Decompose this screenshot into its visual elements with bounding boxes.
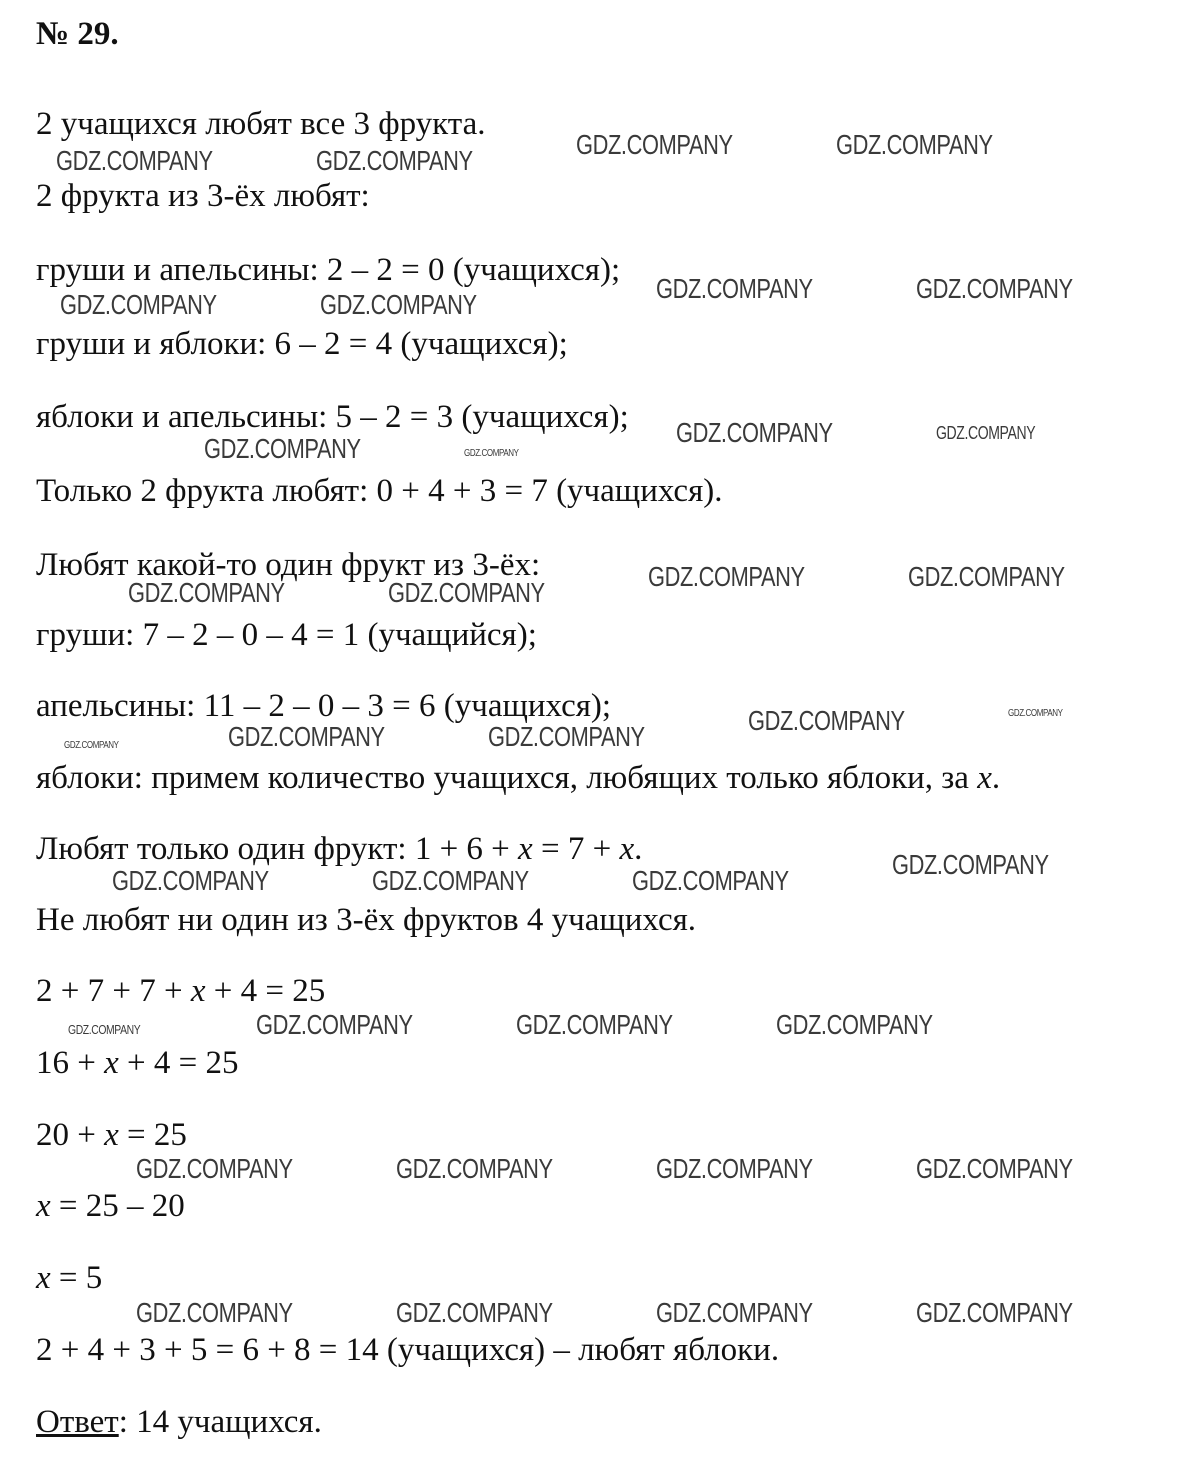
text-line: апельсины: 11 – 2 – 0 – 3 = 6 (учащихся); [36, 688, 612, 724]
text-line: 2 + 4 + 3 + 5 = 6 + 8 = 14 (учащихся) – любят яблоки. [36, 1332, 780, 1368]
variable-x: x [518, 831, 533, 867]
text-line: Только 2 фрукта любят: 0 + 4 + 3 = 7 (учащихся). [36, 473, 723, 509]
watermark: GDZ.COMPANY [576, 129, 733, 160]
watermark: GDZ.COMPANY [656, 1153, 813, 1184]
watermark: GDZ.COMPANY [676, 417, 833, 448]
watermark: GDZ.COMPANY [320, 289, 477, 320]
watermark: GDZ.COMPANY [56, 145, 213, 176]
text-line: груши и апельсины: 2 – 2 = 0 (учащихся); [36, 252, 621, 288]
text-line [36, 829, 642, 869]
text-segment: Любят только один фрукт: 1 + 6 + [36, 831, 519, 867]
watermark: GDZ.COMPANY [136, 1153, 293, 1184]
watermark: GDZ.COMPANY [936, 423, 1036, 443]
answer-line [36, 1402, 322, 1442]
text-line: яблоки и апельсины: 5 – 2 = 3 (учащихся); [36, 399, 629, 435]
variable-x: x [36, 1260, 51, 1296]
watermark: GDZ.COMPANY [64, 740, 119, 751]
text-line [36, 758, 1000, 798]
text-segment: = 5 [50, 1260, 103, 1296]
watermark: GDZ.COMPANY [112, 865, 269, 896]
text-line: груши и яблоки: 6 – 2 = 4 (учащихся); [36, 326, 568, 362]
watermark: GDZ.COMPANY [836, 129, 993, 160]
equation-line [36, 1043, 239, 1083]
watermark: GDZ.COMPANY [632, 865, 789, 896]
variable-x: x [190, 973, 206, 1009]
equation-line [36, 1186, 185, 1226]
watermark: GDZ.COMPANY [464, 448, 519, 459]
watermark: GDZ.COMPANY [388, 577, 545, 608]
answer-value: : 14 учащихся. [118, 1404, 322, 1440]
watermark: GDZ.COMPANY [136, 1297, 293, 1328]
text-line: груши: 7 – 2 – 0 – 4 = 1 (учащийся); [36, 617, 537, 653]
watermark: GDZ.COMPANY [892, 849, 1049, 880]
watermark: GDZ.COMPANY [396, 1153, 553, 1184]
watermark: GDZ.COMPANY [916, 1297, 1073, 1328]
watermark: GDZ.COMPANY [256, 1009, 413, 1040]
watermark: GDZ.COMPANY [316, 145, 473, 176]
text-segment: = 7 + [532, 831, 620, 867]
watermark: GDZ.COMPANY [204, 433, 361, 464]
text-segment: + 4 = 25 [205, 973, 326, 1009]
variable-x: x [104, 1045, 119, 1081]
text-segment: . [634, 831, 643, 867]
watermark: GDZ.COMPANY [776, 1009, 933, 1040]
text-segment: яблоки: примем количество учащихся, любящих только яблоки, за [36, 760, 978, 796]
text-line: Не любят ни один из 3-ёх фруктов 4 учащихся. [36, 902, 697, 938]
equation-line [36, 971, 325, 1011]
watermark: GDZ.COMPANY [656, 1297, 813, 1328]
problem-number: № 29. [36, 16, 119, 52]
watermark: GDZ.COMPANY [516, 1009, 673, 1040]
text-segment: 16 + [36, 1045, 105, 1081]
watermark: GDZ.COMPANY [372, 865, 529, 896]
watermark: GDZ.COMPANY [396, 1297, 553, 1328]
text-segment: + 4 = 25 [118, 1045, 239, 1081]
watermark: GDZ.COMPANY [648, 561, 805, 592]
watermark: GDZ.COMPANY [1008, 708, 1063, 719]
watermark: GDZ.COMPANY [128, 577, 285, 608]
watermark: GDZ.COMPANY [488, 721, 645, 752]
text-segment: 2 + 7 + 7 + [36, 973, 191, 1009]
text-segment: . [991, 760, 1001, 796]
watermark: GDZ.COMPANY [908, 561, 1065, 592]
text-line: 2 учащихся любят все 3 фрукта. [36, 106, 486, 142]
equation-line [36, 1115, 187, 1155]
variable-x: x [104, 1117, 119, 1153]
watermark: GDZ.COMPANY [916, 1153, 1073, 1184]
variable-x: x [36, 1188, 51, 1224]
text-segment: 20 + [36, 1117, 105, 1153]
equation-line [36, 1258, 102, 1298]
watermark: GDZ.COMPANY [60, 289, 217, 320]
text-line: Любят какой-то один фрукт из 3-ёх: [36, 547, 541, 583]
variable-x: x [619, 831, 635, 867]
answer-label: Ответ [36, 1404, 119, 1440]
watermark: GDZ.COMPANY [68, 1022, 141, 1037]
text-segment: = 25 [118, 1117, 187, 1153]
watermark: GDZ.COMPANY [656, 273, 813, 304]
watermark: GDZ.COMPANY [748, 705, 905, 736]
watermark: GDZ.COMPANY [228, 721, 385, 752]
text-line: 2 фрукта из 3-ёх любят: [36, 178, 370, 214]
watermark: GDZ.COMPANY [916, 273, 1073, 304]
variable-x: x [977, 760, 992, 796]
text-segment: = 25 – 20 [50, 1188, 185, 1224]
